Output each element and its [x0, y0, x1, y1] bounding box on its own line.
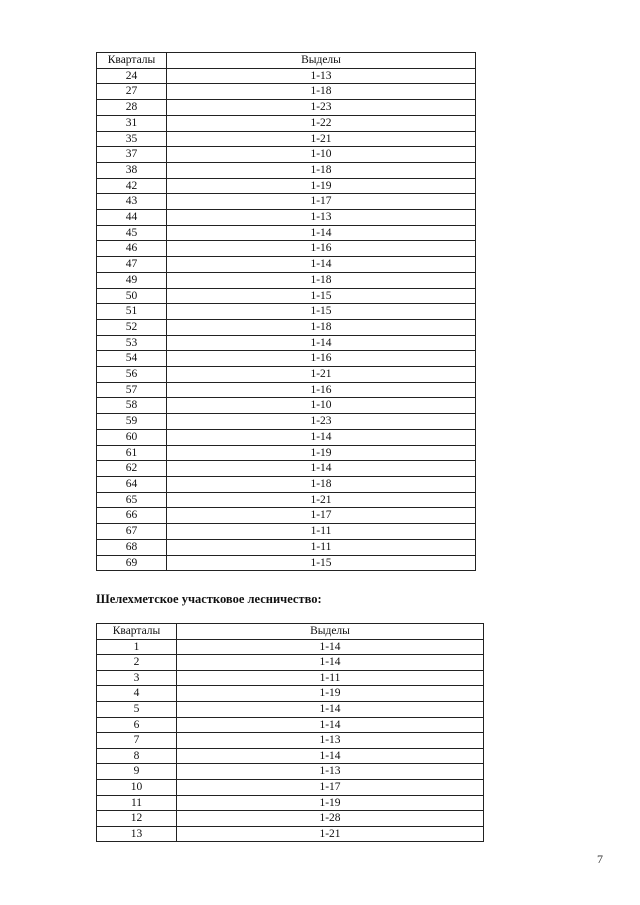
quarter-number-cell: 44 [97, 210, 167, 226]
quarter-number-cell: 58 [97, 398, 167, 414]
sections-range-cell: 1-15 [167, 555, 476, 571]
sections-range-cell: 1-21 [177, 826, 484, 842]
quarter-number-cell: 11 [97, 795, 177, 811]
sections-range-cell: 1-13 [167, 68, 476, 84]
table-row [97, 733, 484, 749]
quarter-number-cell: 66 [97, 508, 167, 524]
sections-range-cell: 1-14 [177, 748, 484, 764]
quarter-number-cell: 61 [97, 445, 167, 461]
quarter-number-cell: 60 [97, 429, 167, 445]
table-row [97, 225, 476, 241]
quarter-number-cell: 7 [97, 733, 177, 749]
table-row [97, 84, 476, 100]
quarter-number-cell: 51 [97, 304, 167, 320]
table-row [97, 764, 484, 780]
table-row [97, 304, 476, 320]
sections-range-cell: 1-14 [177, 639, 484, 655]
sections-range-cell: 1-28 [177, 811, 484, 827]
table-row [97, 539, 476, 555]
table-row [97, 319, 476, 335]
section-title: Шелехметское участковое лесничество: [96, 592, 322, 606]
column-header-quarters: Кварталы [97, 624, 177, 640]
table-row [97, 429, 476, 445]
quarter-number-cell: 12 [97, 811, 177, 827]
table-row [97, 131, 476, 147]
sections-range-cell: 1-13 [177, 733, 484, 749]
table-row [97, 288, 476, 304]
quarter-number-cell: 35 [97, 131, 167, 147]
quarter-number-cell: 65 [97, 492, 167, 508]
sections-range-cell: 1-23 [167, 414, 476, 430]
quarter-number-cell: 53 [97, 335, 167, 351]
quarter-number-cell: 10 [97, 779, 177, 795]
quarter-number-cell: 5 [97, 701, 177, 717]
quarter-number-cell: 68 [97, 539, 167, 555]
quarter-number-cell: 8 [97, 748, 177, 764]
quarter-number-cell: 28 [97, 100, 167, 116]
forest-quarters-table-2 [96, 623, 484, 842]
quarter-number-cell: 4 [97, 686, 177, 702]
quarter-number-cell: 1 [97, 639, 177, 655]
sections-range-cell: 1-14 [177, 701, 484, 717]
sections-range-cell: 1-22 [167, 115, 476, 131]
quarter-number-cell: 62 [97, 461, 167, 477]
quarter-number-cell: 69 [97, 555, 167, 571]
table-row [97, 147, 476, 163]
quarter-number-cell: 57 [97, 382, 167, 398]
table-row [97, 115, 476, 131]
quarter-number-cell: 50 [97, 288, 167, 304]
sections-range-cell: 1-11 [177, 670, 484, 686]
sections-range-cell: 1-13 [167, 210, 476, 226]
table-row [97, 639, 484, 655]
sections-range-cell: 1-11 [167, 539, 476, 555]
quarter-number-cell: 47 [97, 257, 167, 273]
quarter-number-cell: 3 [97, 670, 177, 686]
quarter-number-cell: 27 [97, 84, 167, 100]
page-number: 7 [597, 852, 603, 866]
quarter-number-cell: 24 [97, 68, 167, 84]
table-row [97, 779, 484, 795]
quarter-number-cell: 6 [97, 717, 177, 733]
sections-range-cell: 1-14 [177, 717, 484, 733]
quarter-number-cell: 31 [97, 115, 167, 131]
table-row [97, 826, 484, 842]
sections-range-cell: 1-18 [167, 476, 476, 492]
table-row [97, 162, 476, 178]
table-row [97, 272, 476, 288]
quarter-number-cell: 64 [97, 476, 167, 492]
table-row [97, 68, 476, 84]
table-row [97, 795, 484, 811]
sections-range-cell: 1-19 [167, 178, 476, 194]
table-row [97, 811, 484, 827]
sections-range-cell: 1-16 [167, 241, 476, 257]
table-row [97, 748, 484, 764]
quarter-number-cell: 59 [97, 414, 167, 430]
table-row [97, 524, 476, 540]
table-row [97, 655, 484, 671]
sections-range-cell: 1-21 [167, 131, 476, 147]
table-row [97, 367, 476, 383]
sections-range-cell: 1-14 [167, 257, 476, 273]
quarter-number-cell: 45 [97, 225, 167, 241]
sections-range-cell: 1-19 [177, 795, 484, 811]
quarter-number-cell: 38 [97, 162, 167, 178]
table-body [97, 639, 484, 842]
table-row [97, 686, 484, 702]
sections-range-cell: 1-17 [177, 779, 484, 795]
table-row [97, 194, 476, 210]
sections-range-cell: 1-18 [167, 319, 476, 335]
table-body [97, 68, 476, 571]
table-header-row [97, 624, 484, 640]
column-header-sections: Выделы [177, 624, 484, 640]
table-row [97, 257, 476, 273]
sections-range-cell: 1-13 [177, 764, 484, 780]
table-row [97, 351, 476, 367]
quarter-number-cell: 52 [97, 319, 167, 335]
column-header-quarters: Кварталы [97, 53, 167, 69]
table-row [97, 398, 476, 414]
sections-range-cell: 1-11 [167, 524, 476, 540]
sections-range-cell: 1-17 [167, 508, 476, 524]
quarter-number-cell: 13 [97, 826, 177, 842]
sections-range-cell: 1-18 [167, 272, 476, 288]
table-row [97, 100, 476, 116]
table-row [97, 178, 476, 194]
sections-range-cell: 1-15 [167, 304, 476, 320]
sections-range-cell: 1-14 [167, 429, 476, 445]
table-row [97, 210, 476, 226]
sections-range-cell: 1-14 [177, 655, 484, 671]
quarter-number-cell: 67 [97, 524, 167, 540]
sections-range-cell: 1-19 [177, 686, 484, 702]
table-row [97, 555, 476, 571]
table-row [97, 445, 476, 461]
table-row [97, 335, 476, 351]
table-row [97, 508, 476, 524]
quarter-number-cell: 56 [97, 367, 167, 383]
sections-range-cell: 1-17 [167, 194, 476, 210]
forest-quarters-table-1 [96, 52, 476, 571]
sections-range-cell: 1-16 [167, 351, 476, 367]
quarter-number-cell: 2 [97, 655, 177, 671]
table-row [97, 701, 484, 717]
quarter-number-cell: 9 [97, 764, 177, 780]
table-row [97, 382, 476, 398]
table-row [97, 476, 476, 492]
sections-range-cell: 1-21 [167, 367, 476, 383]
sections-range-cell: 1-15 [167, 288, 476, 304]
quarter-number-cell: 37 [97, 147, 167, 163]
quarter-number-cell: 42 [97, 178, 167, 194]
sections-range-cell: 1-14 [167, 335, 476, 351]
sections-range-cell: 1-19 [167, 445, 476, 461]
table-header-row [97, 53, 476, 69]
quarter-number-cell: 43 [97, 194, 167, 210]
table-row [97, 241, 476, 257]
quarter-number-cell: 49 [97, 272, 167, 288]
table-row [97, 670, 484, 686]
sections-range-cell: 1-10 [167, 398, 476, 414]
sections-range-cell: 1-23 [167, 100, 476, 116]
sections-range-cell: 1-10 [167, 147, 476, 163]
sections-range-cell: 1-21 [167, 492, 476, 508]
sections-range-cell: 1-18 [167, 84, 476, 100]
table-row [97, 461, 476, 477]
table-row [97, 717, 484, 733]
sections-range-cell: 1-16 [167, 382, 476, 398]
quarter-number-cell: 46 [97, 241, 167, 257]
sections-range-cell: 1-14 [167, 461, 476, 477]
quarter-number-cell: 54 [97, 351, 167, 367]
sections-range-cell: 1-18 [167, 162, 476, 178]
sections-range-cell: 1-14 [167, 225, 476, 241]
table-row [97, 414, 476, 430]
column-header-sections: Выделы [167, 53, 476, 69]
table-row [97, 492, 476, 508]
